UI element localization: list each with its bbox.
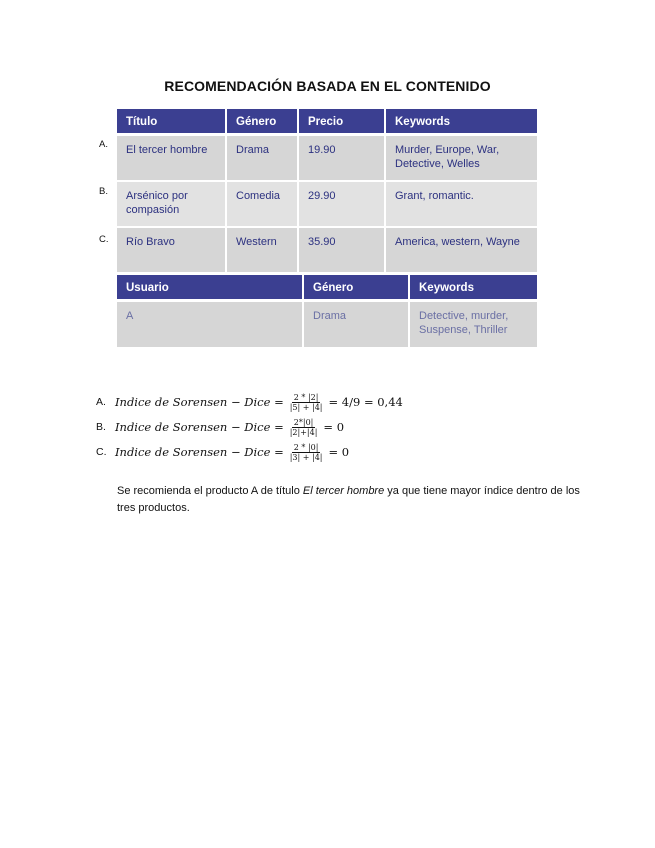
- formula-b: [96, 414, 344, 440]
- fraction: [288, 393, 325, 412]
- formula-expression: Indice de Sorensen − Dice =: [115, 395, 284, 409]
- table-row: [117, 181, 537, 227]
- cell-genre: Comedia: [226, 181, 298, 227]
- formula-a: [96, 389, 403, 415]
- cell-price: 35.90: [298, 227, 385, 273]
- denominator: |5| + |4|: [289, 402, 323, 412]
- header-keywords: Keywords: [409, 276, 537, 301]
- table-header-row: [117, 110, 537, 135]
- fraction: [288, 443, 325, 462]
- formula-label: A.: [96, 396, 106, 408]
- conclusion-text: Se recomienda el producto A de título: [117, 485, 303, 497]
- denominator: |2|+|4|: [289, 427, 318, 437]
- table-row: [117, 135, 537, 182]
- formula-result: = 4/9 = 0,44: [328, 395, 403, 409]
- fraction: [288, 418, 320, 437]
- cell-price: 19.90: [298, 135, 385, 182]
- cell-keywords: Grant, romantic.: [385, 181, 537, 227]
- row-label-c: C.: [99, 234, 109, 245]
- cell-genre: Drama: [303, 301, 409, 349]
- header-genero: Género: [226, 110, 298, 135]
- conclusion-title: El tercer hombre: [302, 485, 385, 497]
- denominator: |3| + |4|: [289, 452, 323, 462]
- formula-c: [96, 439, 349, 465]
- table-header-row: [117, 276, 537, 301]
- header-keywords: Keywords: [385, 110, 537, 135]
- formula-expression: Indice de Sorensen − Dice =: [115, 445, 284, 459]
- formula-expression: Indice de Sorensen − Dice =: [115, 420, 284, 434]
- conclusion-paragraph: [117, 483, 587, 517]
- header-genero: Género: [303, 276, 409, 301]
- numerator: 2 * |2|: [293, 392, 319, 402]
- cell-genre: Drama: [226, 135, 298, 182]
- table-row: [117, 301, 537, 349]
- row-label-a: A.: [99, 139, 108, 150]
- page-title: RECOMENDACIÓN BASADA EN EL CONTENIDO: [164, 78, 491, 94]
- numerator: 2 * |0|: [293, 442, 319, 452]
- user-table: [117, 275, 537, 349]
- formula-result: = 0: [328, 445, 350, 459]
- cell-title: El tercer hombre: [117, 135, 226, 182]
- header-titulo: Título: [117, 110, 226, 135]
- formula-label: C.: [96, 446, 107, 458]
- row-label-b: B.: [99, 186, 108, 197]
- table-row: [117, 227, 537, 273]
- cell-keywords: America, western, Wayne: [385, 227, 537, 273]
- products-table: [117, 109, 537, 274]
- cell-title: Arsénico por compasión: [117, 181, 226, 227]
- header-usuario: Usuario: [117, 276, 303, 301]
- header-precio: Precio: [298, 110, 385, 135]
- cell-keywords: Murder, Europe, War, Detective, Welles: [385, 135, 537, 182]
- conclusion-text-end: ya que tiene mayor índice dentro de los tres productos.: [117, 485, 580, 514]
- cell-title: Río Bravo: [117, 227, 226, 273]
- cell-genre: Western: [226, 227, 298, 273]
- formula-label: B.: [96, 421, 106, 433]
- formula-result: = 0: [323, 420, 345, 434]
- cell-price: 29.90: [298, 181, 385, 227]
- numerator: 2*|0|: [293, 417, 314, 427]
- cell-user: A: [117, 301, 303, 349]
- cell-keywords: Detective, murder, Suspense, Thriller: [409, 301, 537, 349]
